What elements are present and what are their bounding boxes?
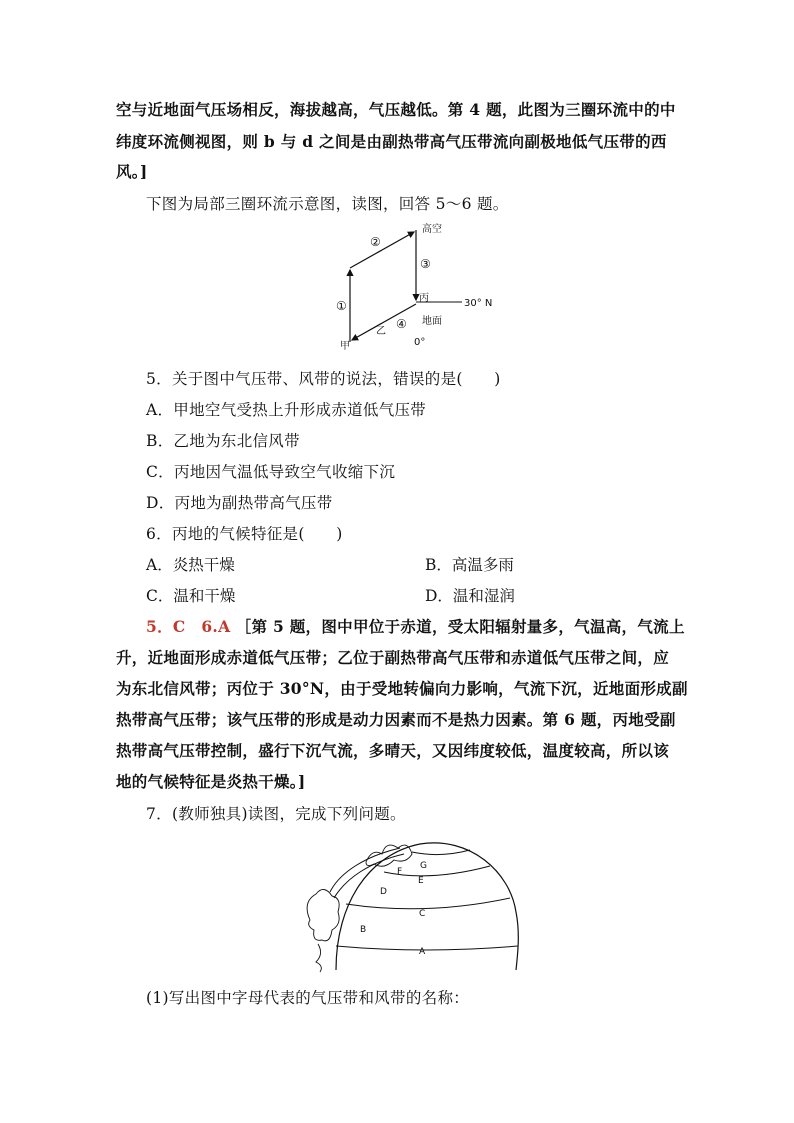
label-F: F (397, 867, 403, 877)
answer-text-1: ［第 5 题，图中甲位于赤道，受太阳辐射量多，气温高，气流上 (235, 617, 685, 636)
label-c3: ③ (420, 257, 431, 271)
cloud-left (307, 889, 339, 940)
label-C: C (419, 909, 426, 919)
label-D: D (380, 887, 387, 897)
label-c1: ① (336, 299, 347, 313)
intro-line-2: 纬度环流侧视图，则 b 与 d 之间是由副热带高气压带流向副极地低气压带的西 (116, 132, 667, 151)
globe-diagram (300, 832, 530, 974)
answer-key: 5．C 6.A (146, 617, 231, 636)
q5-option-b: B．乙地为东北信风带 (146, 432, 300, 450)
label-A: A (419, 947, 426, 957)
label-yi: 乙 (376, 326, 386, 337)
latitude-c (346, 898, 510, 909)
q6-stem: 6．丙地的气候特征是( ) (146, 525, 343, 543)
label-c2: ② (370, 235, 381, 249)
label-high: 高空 (422, 224, 442, 235)
label-G: G (420, 861, 427, 871)
q5-stem: 5．关于图中气压带、风带的说法，错误的是( ) (146, 370, 501, 388)
label-30n: 30° N (464, 298, 493, 309)
q5-option-c: C．丙地因气温低导致空气收缩下沉 (146, 463, 396, 481)
latitude-g (412, 850, 470, 855)
label-E: E (418, 876, 424, 886)
q6-option-d: D．温和湿润 (425, 587, 515, 605)
label-B: B (360, 925, 367, 935)
label-jia: 甲 (340, 341, 350, 352)
label-bing: 丙 (419, 293, 429, 304)
latitude-a (336, 946, 518, 950)
answer-line-1 (146, 615, 685, 637)
answer-line-4: 热带高气压带；该气压带的形成是动力因素而不是热力因素。第 6 题，丙地受副 (116, 710, 676, 729)
label-0: 0° (414, 337, 426, 348)
q7-sub1: (1)写出图中字母代表的气压带和风带的名称： (146, 989, 470, 1007)
q5-option-d: D．丙地为副热带高气压带 (146, 494, 333, 512)
cloud-left-tail (316, 944, 321, 972)
q6-option-a: A．炎热干燥 (146, 556, 235, 574)
q5-option-a: A．甲地空气受热上升形成赤道低气压带 (146, 401, 427, 419)
intro-line-3: 风。] (116, 162, 148, 181)
arrow-2-upper (350, 232, 414, 268)
q6-option-b: B．高温多雨 (425, 556, 514, 574)
answer-line-6: 地的气候特征是炎热干燥。] (116, 772, 306, 791)
q7-stem: 7．(教师独具)读图，完成下列问题。 (146, 805, 406, 823)
circulation-diagram (320, 218, 510, 352)
label-c4: ④ (396, 317, 407, 331)
label-surface: 地面 (422, 316, 442, 327)
intro-line-1: 空与近地面气压场相反，海拔越高，气压越低。第 4 题，此图为三圈环流中的中 (116, 100, 676, 119)
wind-stream-upper (330, 848, 403, 892)
answer-line-5: 热带高气压带控制，盛行下沉气流，多晴天，又因纬度较低，温度较高，所以该 (116, 741, 670, 760)
prompt-5-6: 下图为局部三圈环流示意图，读图，回答 5～6 题。 (146, 195, 509, 213)
answer-line-2: 升，近地面形成赤道低气压带；乙位于副热带高气压带和赤道低气压带之间，应 (116, 648, 670, 667)
answer-line-3: 为东北信风带；丙位于 30°N，由于受地转偏向力影响，气流下沉，近地面形成副 (116, 679, 688, 698)
q6-option-c: C．温和干燥 (146, 587, 236, 605)
